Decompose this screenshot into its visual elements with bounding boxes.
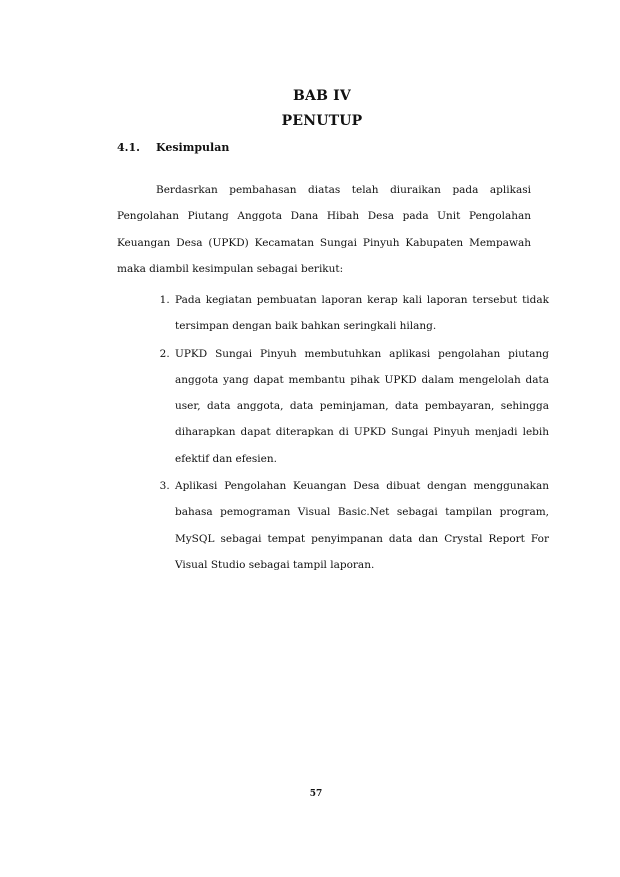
conclusion-item-1: 1. Pada kegiatan pembuatan laporan kerap kali laporan tersebut tidak tersimpan dengan baik bahkan seringkali hilang.: [173, 287, 549, 340]
chapter-title: PENUTUP: [281, 113, 363, 129]
section-number: 4.1.: [117, 141, 140, 154]
page-number: 57: [309, 789, 323, 799]
section-heading: [117, 141, 229, 154]
intro-paragraph: Berdasrkan pembahasan diatas telah diuraikan pada aplikasi Pengolahan Piutang Anggota Dana Hibah Desa pada Unit Pengolahan Keuangan Desa (UPKD) Kecamatan Sungai Pinyuh Kabupaten Mempawah maka diambil kesimpulan sebagai berikut:: [117, 184, 531, 275]
section-title: Kesimpulan: [156, 141, 230, 154]
conclusion-item-3: 3. Aplikasi Pengolahan Keuangan Desa dibuat dengan menggunakan bahasa pemograman Visual Basic.Net sebagai tampilan program, MySQL sebagai tempat penyimpanan data dan Crystal Report For Visual Studio sebagai tampil laporan.: [173, 473, 549, 578]
conclusion-item-2: 2. UPKD Sungai Pinyuh membutuhkan aplikasi pengolahan piutang anggota yang dapat membantu pihak UPKD dalam mengelolah data user, data anggota, data peminjaman, data pembayaran, sehingga diharapkan dapat diterapkan di UPKD Sungai Pinyuh menjadi lebih efektif dan efesien.: [173, 341, 549, 472]
chapter-number: BAB IV: [292, 88, 351, 104]
conclusion-list: [155, 287, 549, 579]
